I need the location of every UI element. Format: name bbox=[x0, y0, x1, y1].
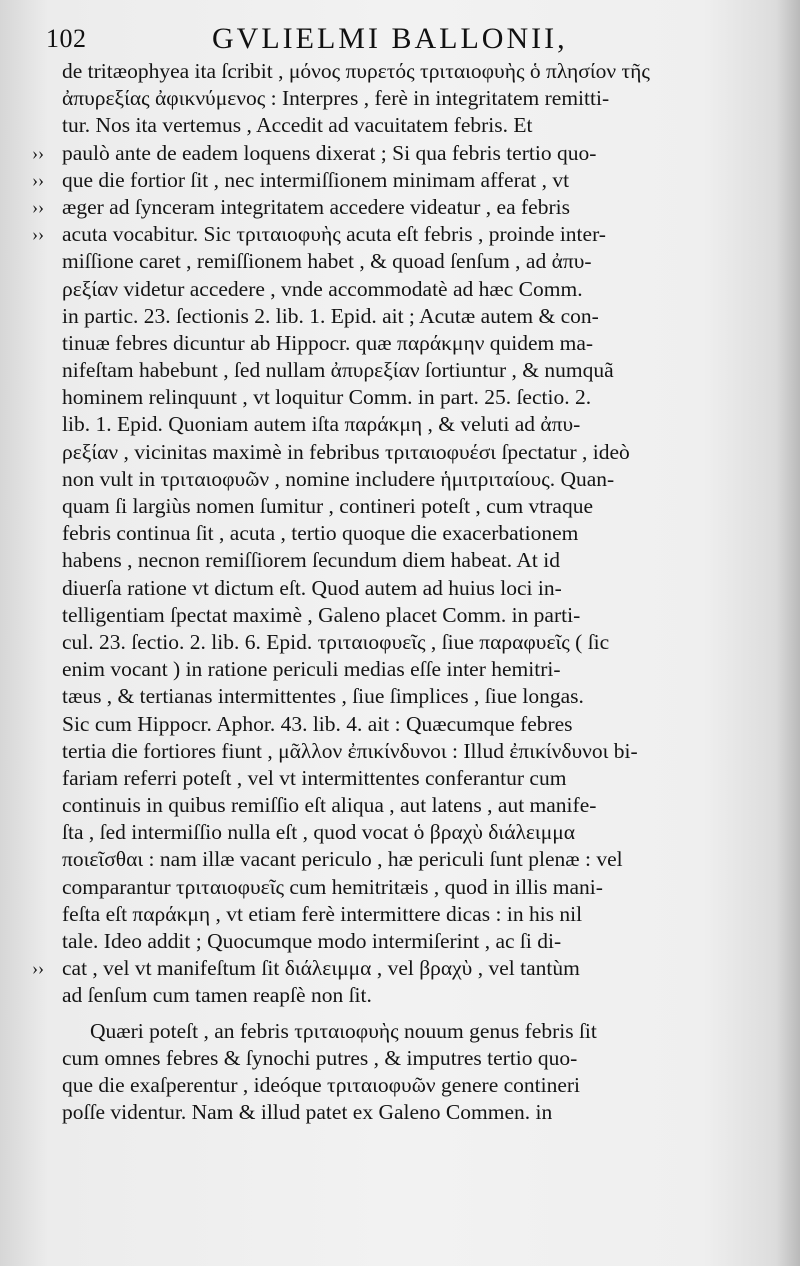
text-line bbox=[32, 303, 772, 330]
text-line bbox=[32, 846, 772, 873]
line-text: miſſione caret , remiſſionem habet , & quoad ſenſum , ad ἀπυ- bbox=[62, 249, 592, 274]
text-line bbox=[32, 1045, 772, 1072]
text-line bbox=[32, 575, 772, 602]
line-text: feſta eſt παράκμη , vt etiam ferè intermittere dicas : in his nil bbox=[62, 901, 583, 926]
text-line bbox=[32, 1072, 772, 1099]
line-text: cum omnes febres & ſynochi putres , & imputres tertio quo- bbox=[62, 1045, 578, 1070]
text-line bbox=[32, 874, 772, 901]
quote-marker: ›› bbox=[32, 196, 44, 217]
running-head: GVLIELMI BALLONII, bbox=[212, 22, 568, 55]
line-text: Quæri poteſt , an febris τριταιοφυὴς nouum genus febris ſit bbox=[90, 1018, 597, 1043]
line-text: in partic. 23. ſectionis 2. lib. 1. Epid. ait ; Acutæ autem & con- bbox=[62, 303, 599, 328]
line-text: cul. 23. ſectio. 2. lib. 6. Epid. τριταιοφυεῖς , ſiue παραφυεῖς ( ſic bbox=[62, 629, 610, 654]
line-text: febris continua ſit , acuta , tertio quoque die exacerbationem bbox=[62, 521, 579, 546]
line-text: Sic cum Hippocr. Aphor. 43. lib. 4. ait : Quæcumque febres bbox=[62, 711, 573, 736]
line-text: tur. Nos ita vertemus , Accedit ad vacuitatem febris. Et bbox=[62, 113, 533, 138]
line-text: lib. 1. Epid. Quoniam autem iſta παράκμη , & veluti ad ἀπυ- bbox=[62, 412, 581, 437]
text-line bbox=[32, 194, 772, 221]
line-text: non vult in τριταιοφυῶν , nomine includere ἡμιτριταίους. Quan- bbox=[62, 466, 615, 491]
line-text: que die fortior ſit , nec intermiſſionem minimam afferat , vt bbox=[62, 167, 570, 192]
text-line bbox=[32, 384, 772, 411]
text-line bbox=[32, 493, 772, 520]
text-line bbox=[32, 629, 772, 656]
text-line bbox=[32, 58, 772, 85]
line-text: hominem relinquunt , vt loquitur Comm. in part. 25. ſectio. 2. bbox=[62, 385, 592, 410]
line-text: æger ad ſynceram integritatem accedere videatur , ea febris bbox=[62, 194, 570, 219]
text-line bbox=[32, 85, 772, 112]
body-text bbox=[32, 58, 772, 1126]
quote-marker: ›› bbox=[32, 958, 44, 979]
text-line bbox=[32, 928, 772, 955]
line-text: tinuæ febres dicuntur ab Hippocr. quæ παράκμην quidem ma- bbox=[62, 330, 594, 355]
line-text: enim vocant ) in ratione periculi medias eſſe inter hemitri- bbox=[62, 657, 561, 682]
line-text: ρεξίαν , vicinitas maximè in febribus τριταιοφυέσι ſpectatur , ideò bbox=[62, 439, 630, 464]
line-text: quam ſi largiùs nomen ſumitur , contineri poteſt , cum vtraque bbox=[62, 494, 594, 518]
text-line bbox=[32, 738, 772, 765]
line-text: ſta , ſed intermiſſio nulla eſt , quod vocat ὁ βραχὺ διάλειμμα bbox=[62, 820, 576, 845]
text-line bbox=[32, 901, 772, 928]
line-text: continuis in quibus remiſſio eſt aliqua , aut latens , aut manife- bbox=[62, 793, 597, 818]
text-line bbox=[32, 411, 772, 438]
line-text: telligentiam ſpectat maximè , Galeno placet Comm. in parti- bbox=[62, 602, 581, 627]
line-text: tertia die fortiores fiunt , μᾶλλον ἐπικίνδυνοι : Illud ἐπικίνδυνοι bi- bbox=[62, 738, 638, 763]
text-line bbox=[32, 276, 772, 303]
text-line bbox=[32, 1018, 772, 1045]
text-line bbox=[32, 248, 772, 275]
line-text: tale. Ideo addit ; Quocumque modo intermiſerint , ac ſi di- bbox=[62, 929, 562, 953]
text-line bbox=[32, 439, 772, 466]
line-text: que die exaſperentur , ideóque τριταιοφυῶν genere contineri bbox=[62, 1072, 581, 1097]
line-text: habens , necnon remiſſiorem ſecundum diem habeat. At id bbox=[62, 548, 560, 573]
text-line bbox=[32, 955, 772, 982]
line-text: nifeſtam habebunt , ſed nullam ἀπυρεξίαν ſortiuntur , & numquã bbox=[62, 358, 614, 383]
page-header bbox=[42, 20, 762, 60]
quote-marker: ›› bbox=[32, 224, 44, 245]
line-text: acuta vocabitur. Sic τριταιοφυὴς acuta eſt febris , proinde inter- bbox=[62, 222, 606, 247]
text-line bbox=[32, 765, 772, 792]
line-text: de tritæophyea ita ſcribit , μόνος πυρετός τριταιοφυὴς ὁ πλησίον τῆς bbox=[62, 59, 650, 83]
text-line bbox=[32, 1099, 772, 1126]
line-text: fariam referri poteſt , vel vt intermittentes conferantur cum bbox=[62, 765, 567, 790]
text-line bbox=[32, 357, 772, 384]
text-line bbox=[32, 683, 772, 710]
line-text: paulò ante de eadem loquens dixerat ; Si qua febris tertio quo- bbox=[62, 140, 597, 165]
line-text: ad ſenſum cum tamen reapſè non ſit. bbox=[62, 983, 372, 1008]
text-line bbox=[32, 711, 772, 738]
text-line bbox=[32, 982, 772, 1009]
page-number: 102 bbox=[46, 24, 87, 53]
line-text: ἀπυρεξίας ἀφικνύμενος : Interpres , ferè in integritatem remitti- bbox=[62, 86, 610, 111]
line-text: cat , vel vt manifeſtum ſit διάλειμμα , vel βραχὺ , vel tantùm bbox=[62, 956, 580, 981]
text-line bbox=[32, 602, 772, 629]
line-text: comparantur τριταιοφυεῖς cum hemitritæis , quod in illis mani- bbox=[62, 874, 603, 899]
text-line bbox=[32, 520, 772, 547]
text-line bbox=[32, 140, 772, 167]
text-line bbox=[32, 167, 772, 194]
text-line bbox=[32, 792, 772, 819]
text-line bbox=[32, 547, 772, 574]
text-line bbox=[32, 112, 772, 139]
text-line bbox=[32, 819, 772, 846]
quote-marker: ›› bbox=[32, 142, 44, 163]
line-text: tæus , & tertianas intermittentes , ſiue ſimplices , ſiue longas. bbox=[62, 684, 584, 709]
line-text: ποιεῖσθαι : nam illæ vacant periculo , hæ periculi ſunt plenæ : vel bbox=[62, 847, 623, 872]
text-line bbox=[32, 466, 772, 493]
line-text: ρεξίαν videtur accedere , vnde accommodatè ad hæc Comm. bbox=[62, 276, 583, 301]
line-text: poſſe videntur. Nam & illud patet ex Galeno Commen. in bbox=[62, 1100, 553, 1125]
text-line bbox=[32, 330, 772, 357]
text-line bbox=[32, 221, 772, 248]
quote-marker: ›› bbox=[32, 169, 44, 190]
text-line bbox=[32, 656, 772, 683]
line-text: diuerſa ratione vt dictum eſt. Quod autem ad huius loci in- bbox=[62, 575, 562, 600]
